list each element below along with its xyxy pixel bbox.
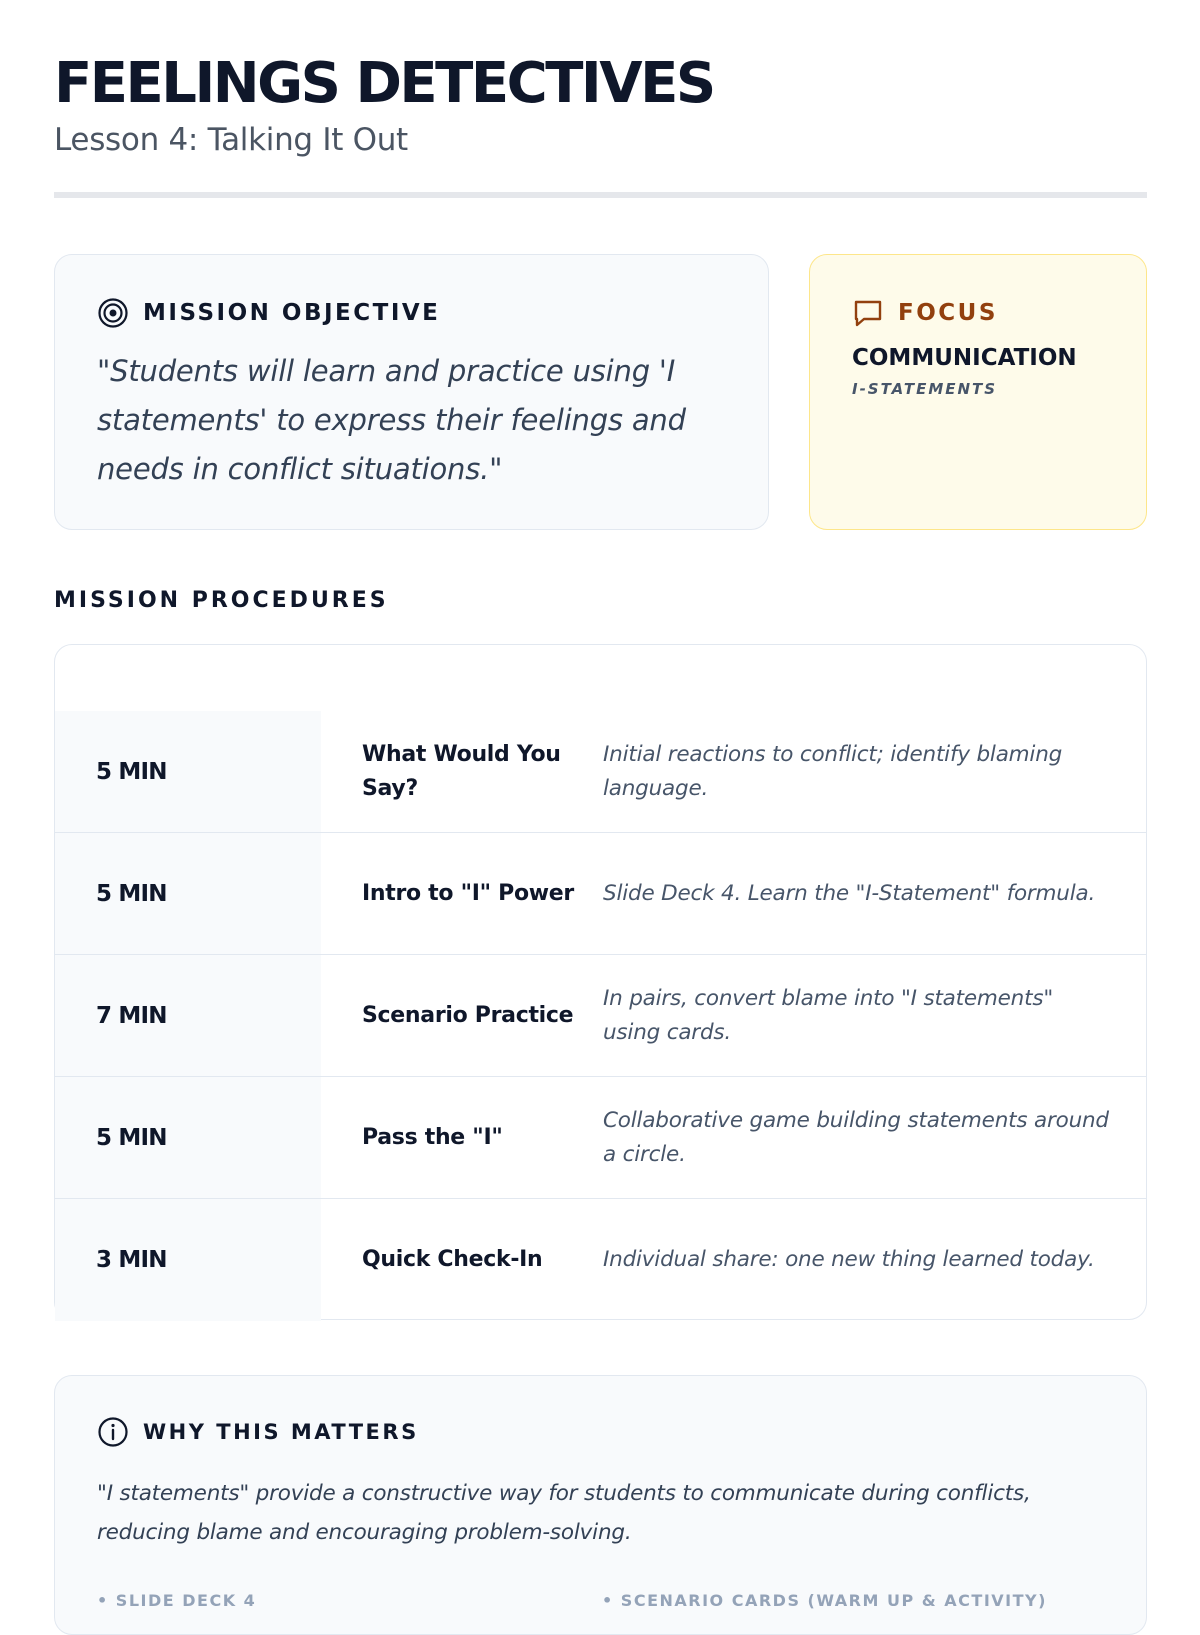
row-activity: Scenario Practice xyxy=(362,1002,574,1028)
row-description: Collaborative game building statements around a circle. xyxy=(603,1107,1109,1167)
row-duration: 5 MIN xyxy=(55,833,321,954)
why-header xyxy=(97,1416,419,1448)
why-heading: WHY THIS MATTERS xyxy=(143,1420,419,1444)
objective-header xyxy=(97,297,440,329)
procedures-heading: MISSION PROCEDURES xyxy=(54,588,389,613)
row-activity: Quick Check-In xyxy=(362,1247,543,1272)
row-description: Slide Deck 4. Learn the "I-Statement" formula. xyxy=(603,880,1096,906)
lesson-subtitle: Lesson 4: Talking It Out xyxy=(54,122,408,158)
table-row xyxy=(55,955,1146,1077)
row-activity: Pass the "I" xyxy=(362,1124,503,1150)
focus-title: COMMUNICATION xyxy=(852,345,1077,371)
table-row xyxy=(55,1077,1146,1199)
focus-card xyxy=(809,254,1147,530)
row-activity: Intro to "I" Power xyxy=(362,880,574,906)
row-duration: 3 MIN xyxy=(55,1199,321,1321)
focus-subtitle: I-STATEMENTS xyxy=(852,380,998,398)
row-description: Individual share: one new thing learned today. xyxy=(603,1247,1095,1272)
focus-header xyxy=(852,297,998,329)
procedures-rows xyxy=(55,711,1146,1321)
target-icon xyxy=(97,297,129,329)
row-description: In pairs, convert blame into "I statements" using cards. xyxy=(603,985,1054,1045)
table-row xyxy=(55,1199,1146,1321)
objective-heading: MISSION OBJECTIVE xyxy=(143,300,441,326)
page-title: FEELINGS DETECTIVES xyxy=(54,51,714,116)
mission-objective-card xyxy=(54,254,769,530)
row-description: Initial reactions to conflict; identify blaming language. xyxy=(603,741,1063,801)
table-row xyxy=(55,711,1146,833)
material-item: • SCENARIO CARDS (WARM UP & ACTIVITY) xyxy=(602,1591,1047,1610)
row-duration: 5 MIN xyxy=(55,711,321,832)
procedures-table xyxy=(54,644,1147,1320)
why-this-matters-card xyxy=(54,1375,1147,1635)
header-divider xyxy=(54,192,1147,198)
material-item: • SLIDE DECK 4 xyxy=(97,1591,257,1610)
row-duration: 7 MIN xyxy=(55,955,321,1076)
objective-text: "Students will learn and practice using 'I statements' to express their feelings and needs in conflict situations." xyxy=(97,354,686,486)
why-text: "I statements" provide a constructive way for students to communicate during conflicts, reducing blame and encouraging problem-solving. xyxy=(97,1481,1031,1545)
materials-list xyxy=(97,1591,1107,1610)
chat-bubble-icon xyxy=(852,297,884,329)
row-duration: 5 MIN xyxy=(55,1077,321,1198)
info-icon xyxy=(97,1416,129,1448)
focus-heading: FOCUS xyxy=(898,300,998,326)
row-activity: What Would You Say? xyxy=(362,741,561,801)
table-row xyxy=(55,833,1146,955)
